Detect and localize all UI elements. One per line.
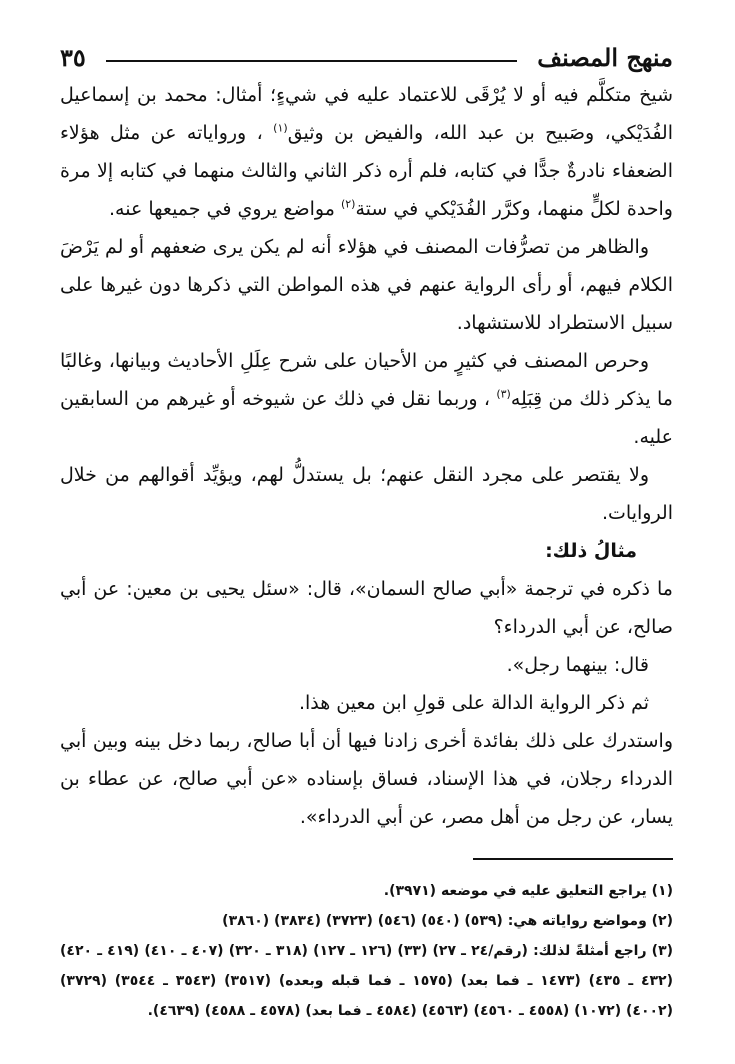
paragraph-5: ما ذكره في ترجمة «أبي صالح السمان»، قال: «سئل يحيى بن معين: عن أبي صالح، عن أبي الدرداء؟ <box>60 578 673 638</box>
footnote-ref-1: (١) <box>273 121 288 135</box>
example-heading: مثالُ ذلك: <box>545 540 637 562</box>
paragraph-7: ثم ذكر الرواية الدالة على قولِ ابن معين هذا. <box>298 692 649 714</box>
paragraph-3: وحرص المصنف في كثيرٍ من الأحيان على شرح عِلَلِ الأحاديث وبيانها، وغالبًا ما يذكر ذلك من قِبَلِه$^{(٣)}$ ، وربما نقل في ذلك عن شيوخه أو غيرهم من السابقين عليه. <box>60 350 673 448</box>
footnote-separator <box>473 858 673 860</box>
running-title: منهج المصنف <box>537 43 673 72</box>
footnote-ref-2: (٢) <box>340 197 356 211</box>
footnotes <box>60 876 673 1026</box>
page-header <box>60 30 673 70</box>
footnote-3: (٣) راجع أمثلةً لذلك: (رقم/٢٤ ـ ٢٧) (٣٣) (١٢٦ ـ ١٢٧) (٣١٨ ـ ٣٢٠) (٤٠٧ ـ ٤١٠) (٤١٩ ـ ٤٢٠) (٤٣٢ ـ ٤٣٥) (١٤٧٣ ـ فما بعد) (١٥٧٥ ـ فما قبله وبعده) (٣٥١٧) (٣٥٤٣ ـ ٣٥٤٤) (٣٧٢٩) (٤٠٠٢) (١٠٧٢) (٤٥٥٨ ـ ٤٥٦٠) (٤٥٦٣) (٤٥٨٤ ـ فما بعد) (٤٥٧٨ ـ ٤٥٨٨) (٤٦٣٩). <box>60 943 674 1019</box>
paragraph-1: شيخ متكلَّم فيه أو لا يُرْقَى للاعتماد عليه في شيءٍ؛ أمثال: محمد بن إسماعيل الفُدَيْكي، وصَبيح بن عبد الله، والفيض بن وثيق$^{(١)}$ ، ورواياته عن مثل هؤلاء الضعفاء نادرةٌ جدًّا في كتابه، فلم أره ذكر الثاني والثالث منهما في كتابه إلا مرة واحدة لكلٍّ منهما، وكرَّر الفُدَيْكي في ستة$^{(٢)}$ مواضع يروي في جميعها عنه. <box>60 84 673 220</box>
page-number: ٣٥ <box>60 43 86 72</box>
paragraph-2: والظاهر من تصرُّفات المصنف في هؤلاء أنه لم يكن يرى ضعفهم أو لم يَرْضَ الكلام فيهم، أو رأى الرواية عنهم في هذه المواطن التي ذكرها دون غيرها على سبيل الاستطراد للاستشهاد. <box>60 236 673 334</box>
footnote-2: (٢) ومواضع رواياته هي: (٥٣٩) (٥٤٠) (٥٤٦) (٣٧٢٣) (٣٨٣٤) (٣٨٦٠) <box>222 913 673 929</box>
footnote-ref-3: (٣) <box>496 387 511 401</box>
footnote-1: (١) يراجع التعليق عليه في موضعه (٣٩٧١). <box>383 883 673 899</box>
paragraph-6: قال: بينهما رجل». <box>506 654 649 676</box>
main-text <box>60 76 673 836</box>
paragraph-8: واستدرك على ذلك بفائدة أخرى زادنا فيها أن أبا صالح، ربما دخل بينه وبين أبي الدرداء رجلان، في هذا الإسناد، فساق بإسناده «عن أبي صالح، عن عطاء بن يسار، عن رجل من أهل مصر، عن أبي الدرداء». <box>60 730 673 828</box>
header-rule <box>106 60 517 62</box>
paragraph-4: ولا يقتصر على مجرد النقل عنهم؛ بل يستدلُّ لهم، ويؤيِّد أقوالهم من خلال الروايات. <box>60 464 673 524</box>
